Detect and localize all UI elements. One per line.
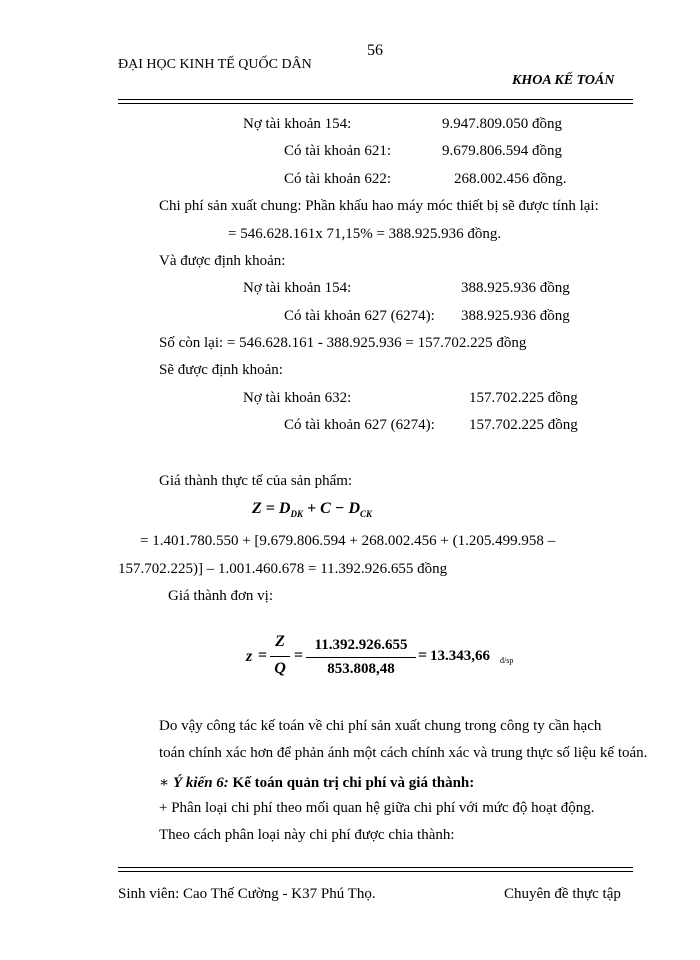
remainder-debit-value: 157.702.225 đồng	[469, 390, 578, 406]
remainder-line: Số còn lại: = 546.628.161 - 388.925.936 = 157.702.225 đồng	[159, 335, 527, 351]
opinion-heading	[159, 773, 474, 792]
footer-student: Sinh viên: Cao Thế Cường - K37 Phú Thọ.	[118, 886, 376, 902]
unit-formula-num1: Z	[275, 633, 285, 650]
overhead-debit-label: Nợ tài khoản 154:	[243, 280, 352, 296]
overhead-intro: Chi phí sản xuất chung: Phần khấu hao máy móc thiết bị sẽ được tính lại:	[159, 198, 599, 214]
remainder-posting-intro: Sẽ được định khoản:	[159, 362, 283, 378]
entry1-credit1-label: Có tài khoản 621:	[284, 143, 392, 159]
opinion-title: Kế toán quản trị chi phí và giá thành:	[228, 775, 475, 791]
unit-formula-lhs: z	[246, 648, 253, 665]
opinion-line2: Theo cách phân loại này chi phí được chia thành:	[159, 827, 455, 843]
unit-formula-num2: 11.392.926.655	[314, 637, 408, 653]
cost-intro: Giá thành thực tế của sản phẩm:	[159, 473, 353, 489]
cost-line1: = 1.401.780.550 + [9.679.806.594 + 268.002.456 + (1.205.499.958 –	[140, 533, 556, 549]
unit-formula-eq1: =	[258, 647, 268, 664]
unit-formula-den1: Q	[274, 660, 286, 677]
header-rule-top	[118, 99, 633, 100]
entry1-credit2-value: 268.002.456 đồng.	[454, 171, 567, 187]
overhead-posting-intro: Và được định khoản:	[159, 253, 286, 269]
unit-formula-eq2: =	[294, 647, 304, 664]
university-name: ĐẠI HỌC KINH TẾ QUỐC DÂN	[118, 57, 312, 72]
opinion-line1: + Phân loại chi phí theo mối quan hệ giữa chi phí với mức độ hoạt động.	[159, 800, 595, 816]
cost-formula-start: Z = D	[252, 500, 291, 517]
cost-line2: 157.702.225)] – 1.001.460.678 = 11.392.926.655 đồng	[118, 561, 448, 577]
conclusion-line2: toán chính xác hơn để phản ánh một cách chính xác và trung thực số liệu kế toán.	[159, 745, 648, 761]
faculty-name: KHOA KẾ TOÁN	[512, 73, 615, 88]
cost-formula	[252, 500, 372, 519]
footer-report: Chuyên đề thực tập	[504, 886, 621, 902]
overhead-credit-label: Có tài khoản 627 (6274):	[284, 308, 435, 324]
unit-formula-bar2	[306, 657, 416, 658]
remainder-credit-value: 157.702.225 đồng	[469, 417, 578, 433]
remainder-credit-label: Có tài khoản 627 (6274):	[284, 417, 435, 433]
opinion-label: Ý kiến 6:	[172, 775, 229, 791]
remainder-debit-label: Nợ tài khoản 632:	[243, 390, 352, 406]
entry1-debit-value: 9.947.809.050 đồng	[442, 116, 562, 132]
unit-formula-den2: 853.808,48	[327, 661, 395, 677]
unit-formula-unit: đ/sp	[500, 656, 514, 665]
unit-formula-result: 13.343,66	[430, 648, 490, 664]
overhead-calc: = 546.628.161x 71,15% = 388.925.936 đồng.	[228, 226, 502, 242]
overhead-debit-value: 388.925.936 đồng	[461, 280, 570, 296]
footer-rule-top	[118, 867, 633, 868]
conclusion-line1: Do vậy công tác kế toán về chi phí sản xuất chung trong công ty cần hạch	[159, 718, 602, 734]
page-number: 56	[367, 42, 383, 59]
unit-formula-bar1	[270, 656, 290, 657]
opinion-bullet: ∗	[159, 775, 170, 791]
unit-cost-intro: Giá thành đơn vị:	[168, 588, 273, 604]
entry1-credit2-label: Có tài khoản 622:	[284, 171, 392, 187]
overhead-credit-value: 388.925.936 đồng	[461, 308, 570, 324]
entry1-debit-label: Nợ tài khoản 154:	[243, 116, 352, 132]
cost-formula-sub1: DK	[290, 509, 303, 520]
unit-formula-eq3: =	[418, 647, 428, 664]
entry1-credit1-value: 9.679.806.594 đồng	[442, 143, 562, 159]
footer-rule-bottom	[118, 871, 633, 872]
cost-formula-mid: + C − D	[302, 500, 361, 517]
cost-formula-sub2: CK	[360, 509, 373, 520]
header-rule-bottom	[118, 103, 633, 104]
